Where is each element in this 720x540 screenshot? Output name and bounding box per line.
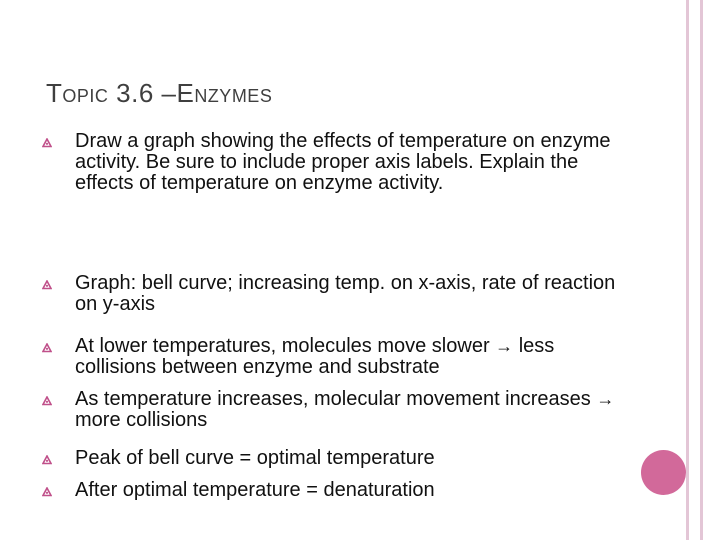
bullet-text: After optimal temperature = denaturation [75,479,435,501]
bullet-text: Draw a graph showing the effects of temperature on enzyme activity. Be sure to include proper axis labels. Explain the effects of temperature on enzyme activity. [75,130,611,194]
title-enzymes-caps: NZYMES [194,86,273,106]
bullet-item [42,480,642,501]
arrow-icon: → [495,336,514,356]
title-number: 3.6 – [108,78,177,108]
bullet-icon [42,396,52,406]
bullet-text: Peak of bell curve = optimal temperature [75,447,435,469]
title-initial-e: E [176,78,195,108]
bullet-text-part: less collisions between enzyme and substrate [75,335,555,378]
bullet-text: Graph: bell curve; increasing temp. on x-axis, rate of reaction on y-axis [75,272,616,315]
bullet-item [42,273,642,315]
bullet-text-part: more collisions [75,409,208,431]
bullet-item [42,131,642,194]
bullet-icon [42,280,52,290]
bullet-icon [42,343,52,353]
bullet-item [42,448,642,469]
decorative-circle [641,450,686,495]
bullet-text [75,389,635,431]
bullet-item [42,336,642,378]
title-topic-caps: OPIC [62,86,109,106]
arrow-icon: → [596,389,615,409]
bullet-text-part: As temperature increases, molecular movement increases [75,388,597,410]
bullet-text-part: At lower temperatures, molecules move slower [75,335,496,357]
slide-title [46,78,272,109]
bullet-icon [42,487,52,497]
bullet-icon [42,138,52,148]
decorative-rule-right [700,0,703,540]
decorative-rule-left [686,0,689,540]
bullet-item [42,389,642,431]
bullet-text [75,336,635,378]
title-initial: T [46,78,63,108]
bullet-icon [42,455,52,465]
